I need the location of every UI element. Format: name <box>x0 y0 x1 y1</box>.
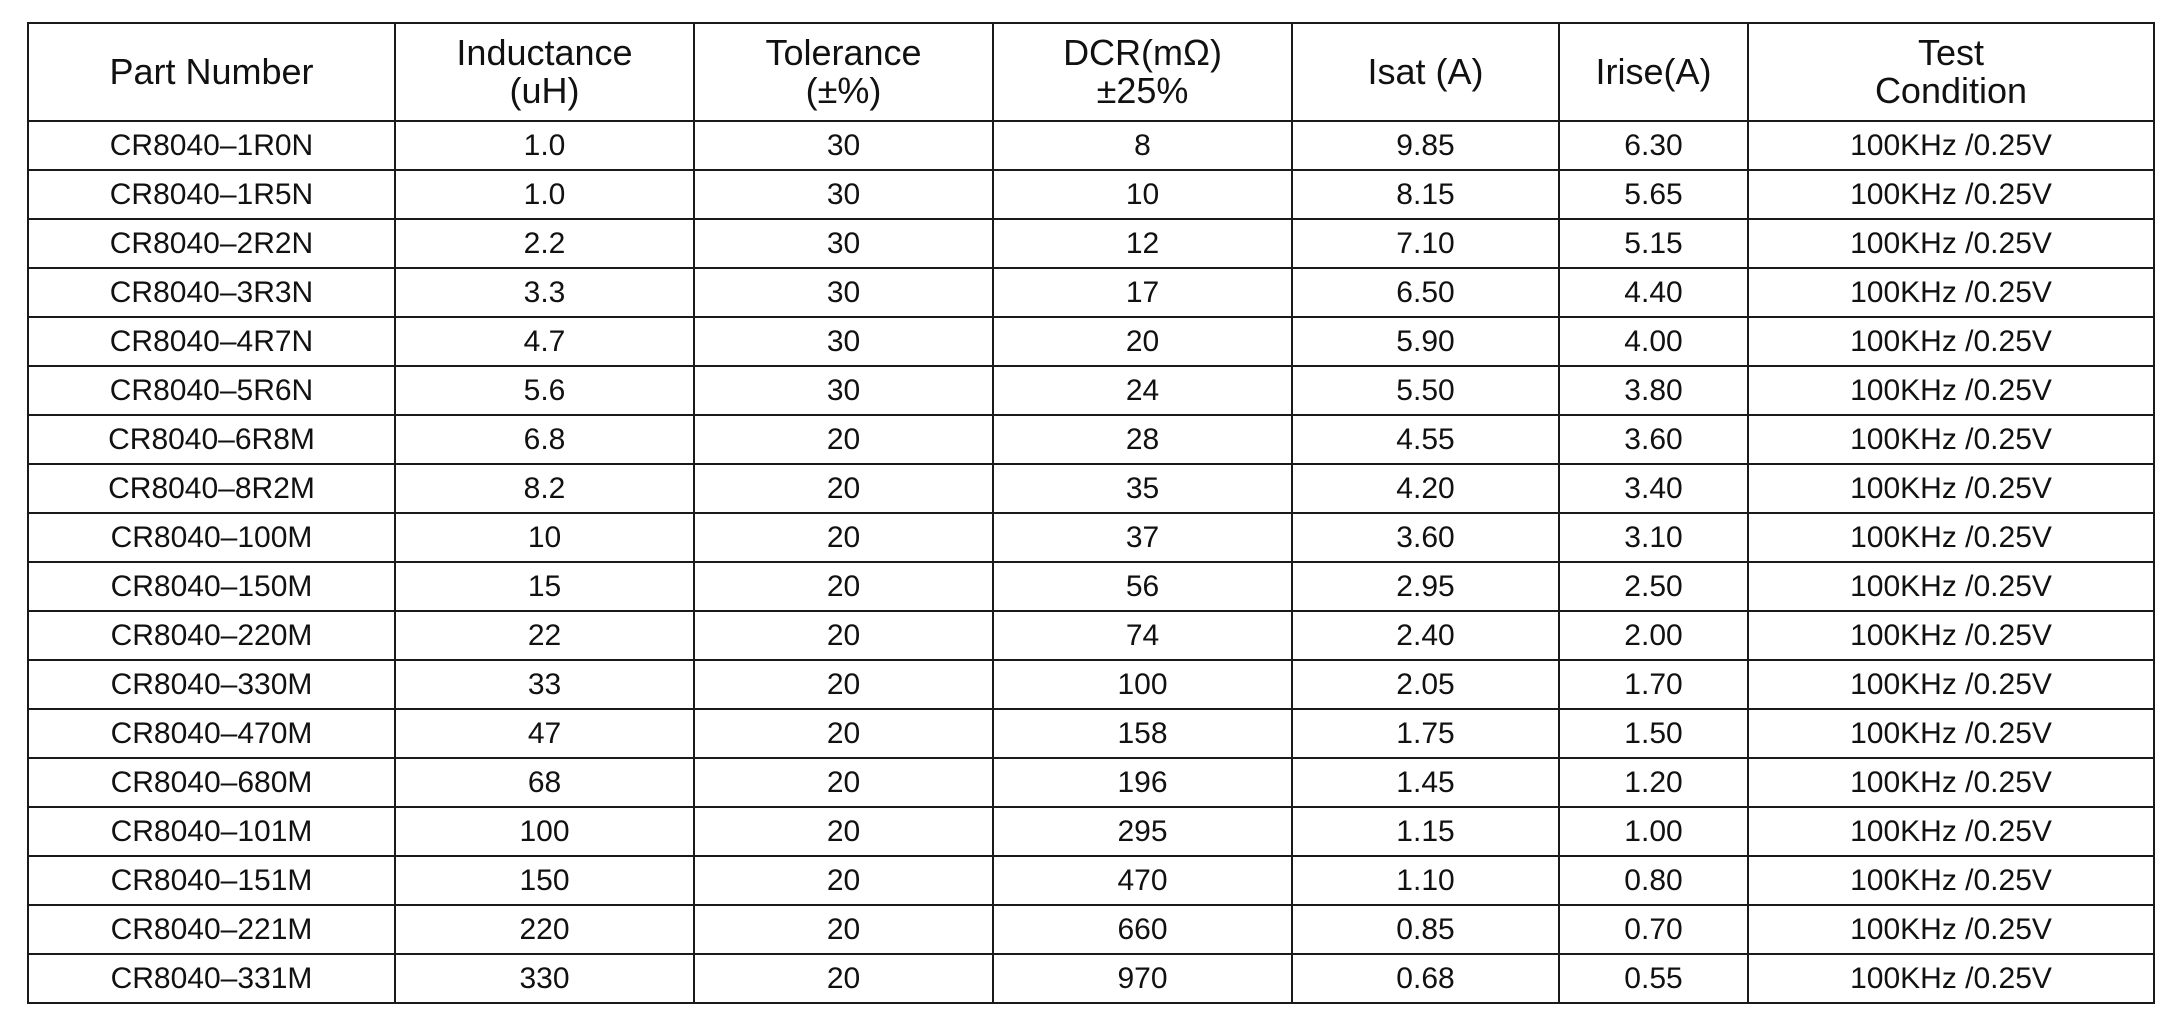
cell-tolerance: 30 <box>694 268 993 317</box>
cell-isat: 5.50 <box>1292 366 1559 415</box>
cell-isat: 3.60 <box>1292 513 1559 562</box>
cell-inductance: 8.2 <box>395 464 694 513</box>
cell-test-condition: 100KHz /0.25V <box>1748 317 2154 366</box>
cell-tolerance: 20 <box>694 611 993 660</box>
cell-test-condition: 100KHz /0.25V <box>1748 611 2154 660</box>
cell-isat: 7.10 <box>1292 219 1559 268</box>
cell-irise: 0.70 <box>1559 905 1748 954</box>
cell-dcr: 196 <box>993 758 1292 807</box>
cell-tolerance: 30 <box>694 121 993 170</box>
cell-dcr: 24 <box>993 366 1292 415</box>
cell-inductance: 150 <box>395 856 694 905</box>
cell-part-number: CR8040–4R7N <box>28 317 395 366</box>
cell-inductance: 100 <box>395 807 694 856</box>
table-row <box>28 660 2154 709</box>
cell-irise: 1.20 <box>1559 758 1748 807</box>
cell-inductance: 220 <box>395 905 694 954</box>
header-test-condition <box>1748 23 2154 121</box>
table-row <box>28 464 2154 513</box>
cell-dcr: 660 <box>993 905 1292 954</box>
cell-dcr: 970 <box>993 954 1292 1003</box>
cell-inductance: 6.8 <box>395 415 694 464</box>
cell-test-condition: 100KHz /0.25V <box>1748 219 2154 268</box>
cell-isat: 4.55 <box>1292 415 1559 464</box>
cell-part-number: CR8040–2R2N <box>28 219 395 268</box>
cell-inductance: 4.7 <box>395 317 694 366</box>
cell-test-condition: 100KHz /0.25V <box>1748 464 2154 513</box>
cell-part-number: CR8040–8R2M <box>28 464 395 513</box>
table-row <box>28 954 2154 1003</box>
cell-test-condition: 100KHz /0.25V <box>1748 415 2154 464</box>
cell-irise: 4.00 <box>1559 317 1748 366</box>
table-row <box>28 856 2154 905</box>
cell-tolerance: 30 <box>694 317 993 366</box>
cell-irise: 3.40 <box>1559 464 1748 513</box>
cell-inductance: 2.2 <box>395 219 694 268</box>
table-row <box>28 807 2154 856</box>
cell-dcr: 35 <box>993 464 1292 513</box>
cell-part-number: CR8040–151M <box>28 856 395 905</box>
header-part-number-line: Part Number <box>109 51 314 92</box>
cell-part-number: CR8040–221M <box>28 905 395 954</box>
header-part-number <box>28 23 395 121</box>
cell-isat: 5.90 <box>1292 317 1559 366</box>
cell-tolerance: 20 <box>694 856 993 905</box>
cell-dcr: 37 <box>993 513 1292 562</box>
cell-dcr: 158 <box>993 709 1292 758</box>
cell-dcr: 20 <box>993 317 1292 366</box>
cell-dcr: 12 <box>993 219 1292 268</box>
table-row <box>28 317 2154 366</box>
header-inductance-line: Inductance <box>456 32 633 73</box>
cell-test-condition: 100KHz /0.25V <box>1748 709 2154 758</box>
cell-test-condition: 100KHz /0.25V <box>1748 856 2154 905</box>
cell-test-condition: 100KHz /0.25V <box>1748 954 2154 1003</box>
cell-inductance: 10 <box>395 513 694 562</box>
cell-part-number: CR8040–331M <box>28 954 395 1003</box>
cell-isat: 9.85 <box>1292 121 1559 170</box>
header-dcr-line: ±25% <box>1096 70 1189 111</box>
cell-inductance: 15 <box>395 562 694 611</box>
cell-inductance: 330 <box>395 954 694 1003</box>
cell-dcr: 8 <box>993 121 1292 170</box>
cell-test-condition: 100KHz /0.25V <box>1748 905 2154 954</box>
cell-isat: 6.50 <box>1292 268 1559 317</box>
cell-tolerance: 20 <box>694 709 993 758</box>
cell-isat: 1.15 <box>1292 807 1559 856</box>
cell-irise: 4.40 <box>1559 268 1748 317</box>
cell-part-number: CR8040–330M <box>28 660 395 709</box>
table-row <box>28 268 2154 317</box>
cell-part-number: CR8040–220M <box>28 611 395 660</box>
cell-dcr: 74 <box>993 611 1292 660</box>
cell-dcr: 28 <box>993 415 1292 464</box>
cell-dcr: 10 <box>993 170 1292 219</box>
cell-irise: 1.00 <box>1559 807 1748 856</box>
cell-isat: 2.95 <box>1292 562 1559 611</box>
table-row <box>28 513 2154 562</box>
cell-inductance: 1.0 <box>395 170 694 219</box>
cell-irise: 5.15 <box>1559 219 1748 268</box>
header-test-condition-line: Condition <box>1874 70 2028 111</box>
cell-part-number: CR8040–1R0N <box>28 121 395 170</box>
cell-test-condition: 100KHz /0.25V <box>1748 121 2154 170</box>
cell-irise: 3.80 <box>1559 366 1748 415</box>
cell-tolerance: 20 <box>694 758 993 807</box>
cell-part-number: CR8040–101M <box>28 807 395 856</box>
cell-tolerance: 20 <box>694 513 993 562</box>
cell-part-number: CR8040–3R3N <box>28 268 395 317</box>
cell-irise: 6.30 <box>1559 121 1748 170</box>
cell-irise: 5.65 <box>1559 170 1748 219</box>
cell-inductance: 3.3 <box>395 268 694 317</box>
header-isat <box>1292 23 1559 121</box>
cell-tolerance: 20 <box>694 807 993 856</box>
cell-tolerance: 20 <box>694 464 993 513</box>
header-tolerance-line: (±%) <box>805 70 882 111</box>
inductor-spec-table <box>27 22 2155 1004</box>
cell-dcr: 100 <box>993 660 1292 709</box>
header-dcr <box>993 23 1292 121</box>
table-body <box>28 121 2154 1003</box>
cell-test-condition: 100KHz /0.25V <box>1748 758 2154 807</box>
cell-isat: 1.10 <box>1292 856 1559 905</box>
cell-irise: 0.80 <box>1559 856 1748 905</box>
header-isat-line: Isat (A) <box>1367 51 1484 92</box>
table-row <box>28 709 2154 758</box>
header-irise <box>1559 23 1748 121</box>
cell-isat: 0.68 <box>1292 954 1559 1003</box>
cell-isat: 1.45 <box>1292 758 1559 807</box>
cell-irise: 1.50 <box>1559 709 1748 758</box>
table-row <box>28 121 2154 170</box>
cell-tolerance: 20 <box>694 660 993 709</box>
cell-part-number: CR8040–1R5N <box>28 170 395 219</box>
table-row <box>28 219 2154 268</box>
cell-isat: 2.40 <box>1292 611 1559 660</box>
cell-irise: 2.00 <box>1559 611 1748 660</box>
cell-isat: 2.05 <box>1292 660 1559 709</box>
header-row <box>28 23 2154 121</box>
header-test-condition-line: Test <box>1917 32 1985 73</box>
cell-tolerance: 20 <box>694 905 993 954</box>
cell-irise: 1.70 <box>1559 660 1748 709</box>
cell-tolerance: 20 <box>694 415 993 464</box>
header-inductance-line: (uH) <box>509 70 580 111</box>
table-row <box>28 170 2154 219</box>
cell-isat: 8.15 <box>1292 170 1559 219</box>
cell-irise: 0.55 <box>1559 954 1748 1003</box>
cell-dcr: 470 <box>993 856 1292 905</box>
cell-tolerance: 30 <box>694 219 993 268</box>
cell-test-condition: 100KHz /0.25V <box>1748 807 2154 856</box>
cell-tolerance: 30 <box>694 366 993 415</box>
cell-irise: 3.10 <box>1559 513 1748 562</box>
header-dcr-line: DCR(mΩ) <box>1063 32 1222 73</box>
cell-inductance: 68 <box>395 758 694 807</box>
cell-dcr: 17 <box>993 268 1292 317</box>
cell-irise: 3.60 <box>1559 415 1748 464</box>
cell-test-condition: 100KHz /0.25V <box>1748 562 2154 611</box>
cell-tolerance: 30 <box>694 170 993 219</box>
header-inductance <box>395 23 694 121</box>
cell-inductance: 1.0 <box>395 121 694 170</box>
cell-isat: 0.85 <box>1292 905 1559 954</box>
cell-dcr: 295 <box>993 807 1292 856</box>
header-tolerance-line: Tolerance <box>765 32 922 73</box>
cell-inductance: 33 <box>395 660 694 709</box>
cell-part-number: CR8040–680M <box>28 758 395 807</box>
table-row <box>28 562 2154 611</box>
cell-irise: 2.50 <box>1559 562 1748 611</box>
cell-test-condition: 100KHz /0.25V <box>1748 513 2154 562</box>
spec-table-container <box>27 22 2155 1004</box>
cell-test-condition: 100KHz /0.25V <box>1748 268 2154 317</box>
cell-test-condition: 100KHz /0.25V <box>1748 170 2154 219</box>
header-tolerance <box>694 23 993 121</box>
cell-test-condition: 100KHz /0.25V <box>1748 366 2154 415</box>
cell-isat: 4.20 <box>1292 464 1559 513</box>
header-irise-line: Irise(A) <box>1595 51 1712 92</box>
cell-part-number: CR8040–470M <box>28 709 395 758</box>
table-row <box>28 366 2154 415</box>
cell-part-number: CR8040–6R8M <box>28 415 395 464</box>
cell-inductance: 47 <box>395 709 694 758</box>
cell-inductance: 22 <box>395 611 694 660</box>
cell-part-number: CR8040–100M <box>28 513 395 562</box>
table-row <box>28 905 2154 954</box>
cell-inductance: 5.6 <box>395 366 694 415</box>
table-row <box>28 415 2154 464</box>
cell-part-number: CR8040–5R6N <box>28 366 395 415</box>
cell-dcr: 56 <box>993 562 1292 611</box>
table-header <box>28 23 2154 121</box>
cell-tolerance: 20 <box>694 562 993 611</box>
table-row <box>28 611 2154 660</box>
table-row <box>28 758 2154 807</box>
cell-test-condition: 100KHz /0.25V <box>1748 660 2154 709</box>
cell-isat: 1.75 <box>1292 709 1559 758</box>
cell-tolerance: 20 <box>694 954 993 1003</box>
cell-part-number: CR8040–150M <box>28 562 395 611</box>
